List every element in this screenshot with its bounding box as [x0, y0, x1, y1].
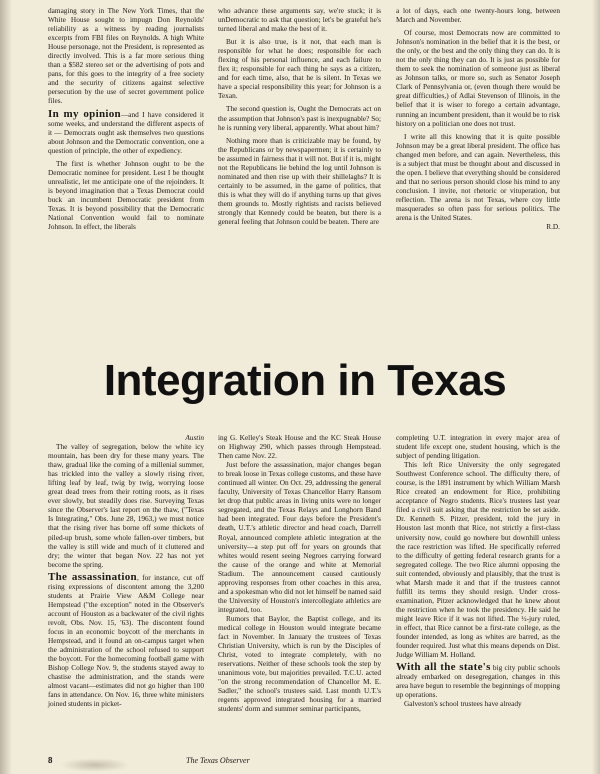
editorial-paragraph: damaging story in The New York Times, that the White House sought to impugn Don Reynolds' reliability as a witness by reading journalists excerpts from FBI files on Reynolds. A high White House personage, not the President, is represented as directly involved. This is a far more serious thing than a $582 stereo set or the advertising of pots and pans, for this goes to the integrity of a free society and the security of citizens against selective persecution by the use of secret government police files. — [48, 6, 204, 106]
article-paragraph: Galveston's school trustees have already — [404, 699, 522, 709]
page-number: 8 — [48, 756, 53, 765]
page-edge-shadow-right — [592, 0, 600, 774]
article-paragraph-text: , for instance, cut off rising expressions of discontent among the 3,200 students at Prairie View A&M College near Hempstead ("the exception" noted in the Observer's account of Houston as a backwater of the civil rights revolt, Obs. Nov. 15, '63). The discontent found focus in an economic boycott of the merchants in Hempstead, and it found an on-campus target when the administration of the school refused to support the boycott. For the homecoming football game with Bishop College Nov. 9, the students stayed away to chastise the administration, and the stands were almost vacant—estimates did not go higher than 100 fans in attendance. On Nov. 16, three white ministers joined students in picket- — [48, 572, 205, 709]
page-edge-shadow-left — [0, 0, 12, 774]
publication-name: The Texas Observer — [186, 756, 250, 765]
page-footer — [48, 756, 378, 765]
editorial-paragraph — [48, 107, 204, 155]
author-initials: R.D. — [546, 222, 560, 232]
article-paragraph: Rumors that Baylor, the Baptist college, and its medical college in Houston would integrate became fact in November. In January the trustees of Texas Christian University, which is run by the Disciples of Christ, voted to integrate completely, with no reservations. Neither of these schools took the step by unanimous vote, but majorities prevailed. T.C.U. acted "on the strong recommendation of Chancellor M. E. Sadler," the school's trustees said. Last month U.T.'s regents approved integrated housing for a married students' dorm and summer seminar participants, — [218, 613, 381, 714]
article-paragraph: This left Rice University the only segregated Southwest Conference school. The difficulty there, of course, is the 1891 instrument by which William Marsh Rice created an endowment for Rice, prohibiting acceptance of Negro students. Rice's trustees last year filed a civil suit asking that the restriction be set aside. Dr. Kenneth S. Pitzer, president, told the jury in Houston last month that Rice, not strictly a first-class university now, could go nowhere but downhill unless the race restriction was lifted. He specifically referred to the difficulty of getting federal research grants for a segregated college. The two Rice alumni opposing the suit contended, obviously and plausibly, that the trust is what Marsh made it and that if the trustees cannot fulfill its terms they should resign. Under cross-examination, Pitzer acknowledged that he knew about the restriction when he took the presidency. He said he might leave Rice if it was not lifted. The ½-jury ruled, in effect, that Rice cannot be a first-rate college, as the founder intended, as long as whites are barred, as the founder required. Just what this means depends on Dist. Judge William M. Holland. — [396, 460, 560, 660]
section-lead-in: With all the state's — [396, 661, 491, 674]
editorial-paragraph-text: —and I have considered it some weeks, and understand the different aspects of it — Democrats ought ask themselves two questions about Johnson and the Democratic convention, one a question of principle, the other of expediency. — [48, 109, 204, 155]
article-paragraph: completing U.T. integration in every major area of student life except one, student housing, which is the subject of pending litigation. — [396, 433, 560, 461]
editorial-column-2 — [218, 6, 381, 226]
article-column-1 — [48, 433, 204, 708]
section-lead-in: In my opinion — [48, 107, 121, 120]
editorial-paragraph: But it is also true, is it not, that each man is responsible for what he does; responsible for each flexing of his personal influence, and each failure to flex it; responsible for each thing he says as a citizen, and for each time, also, that he is silent. In Texas we have a special responsibility this year; for Johnson is a Texan. — [218, 37, 381, 101]
editorial-paragraph: Nothing more than is criticizable may be found, by the Republicans or by newspapermen; it is certainly to be assumed in fairness that it will not. But if it is, might not the Republicans lie behind the log until Johnson is nominated and then rise up with their shillelaghs? It is certainly to be assumed, in the game of politics, that this is what they will do if anything turns up that gives them grounds to. Mostly rightists and racists believed strongly that Kennedy could be beaten, but there is a general feeling that Johnson could be beaten. There are — [218, 135, 381, 227]
editorial-paragraph: a lot of days, each one twenty-hours long, between March and November. — [396, 6, 560, 25]
dateline: Austin — [185, 433, 204, 442]
editorial-paragraph: The first is whether Johnson ought to be the Democratic nominee for president. Lest I be thought unrealistic, let me anticipate one of the rejoinders. It is beyond imagination that a Texas Democrat could buck an incumbent Democratic president from Texas. It is beyond possibility that the Democratic National Convention would fail to nominate Johnson. In effect, the liberals — [48, 158, 204, 232]
editorial-column-3 — [396, 6, 560, 231]
article-paragraph-text: big city public schools already embarked on desegregation, changes in this area have begun to resemble the beginnings of mopping up operations. — [396, 663, 560, 700]
editorial-column-1 — [48, 6, 204, 231]
editorial-paragraph: The second question is, Ought the Democrats act on the assumption that Johnson's past is inexpugnable? So; he is running very liberal, apparently. What about him? — [218, 104, 381, 132]
article-paragraph: The valley of segregation, below the white icy mountain, has been dry for these many years. The thaw, gradual like the coming of a millenial summer, has trickled into the valley a slowly rising river, lifting leaf by leaf, twig by twig, worrying loose great dead trees from their rotting roots, as it rises ever slowly, but steadily does rise. Surveying Texas since the Observer's last report on the thaw, ("Texas Is Integrating," Obs. June 28, 1963,) we must notice that the rising river has borne off some thickets of piled-up brush, some whole fallen-over timbers, but the valley is still wide and much of it cluttered and dry; the winter that began Nov. 22 has not yet become the spring. — [48, 442, 204, 569]
article-paragraph: ing G. Kelley's Steak House and the KC Steak House on Highway 290, which passes through Hempstead. Then came Nov. 22. — [218, 433, 381, 461]
editorial-paragraph: who advance these arguments say, we're stuck; it is unDemocratic to ask that question; let's be grateful he's turned liberal and make the best of it. — [218, 6, 381, 34]
article-column-3 — [396, 433, 560, 708]
editorial-paragraph: Of course, most Democrats now are committed to Johnson's nomination in the belief that it is the best, or the only, or the best and the only thing they can do. It is not the only thing they can do. It is just as possible for them to seek the nomination of someone just as liberal as Johnson talks, or more so, such as Senator Joseph Clark of Pennsylvania or, (even though there would be great difficulties,) of Adlai Stevenson of Illinois, in the belief that it is wiser to forego a certain advantage, running an incumbent president, than it would be to risk history on a politician one does not trust. — [396, 28, 560, 128]
section-lead-in: The assassination — [48, 570, 137, 583]
article-paragraph — [48, 570, 205, 709]
article-column-2 — [218, 433, 381, 713]
article-paragraph: Just before the assassination, major changes began to break loose in Texas college customs, and these have continued all winter. On Oct. 29, addressing the general faculty, University of Texas Chancellor Harry Ransom let drop that public areas in living units were no longer segregated, and the Texas Relays and Longhorn Band had been integrated. Four days before the President's death, U.T.'s athletic director and head coach, Darrell Royal, announced complete athletic integration at the university—a step put off for years on grounds that whites would resent seeing Negroes carrying forward the cause of the orange and white at Memorial Stadium. The announcement caused cautiously approving responses from other coaches in this area, and a spokesman who did not let himself be named said the University of Houston's intercollegiate athletics are integrated, too. — [218, 460, 381, 614]
article-paragraph — [396, 663, 560, 699]
article-headline: Integration in Texas — [103, 356, 507, 405]
editorial-paragraph: I write all this knowing that it is quite possible Johnson may be a great liberal president. The office has changed men before, and can again. Nevertheless, this is a subject that must be thought about and discussed in the open. I believe that everything should be considered and that no serious person should close his mind to any conclusion. I invite, not rhetoric or vituperation, but reflection. The arena is not Texas, where coy little masquerades so often pass for serious politics. The arena is the United States. — [396, 131, 560, 223]
